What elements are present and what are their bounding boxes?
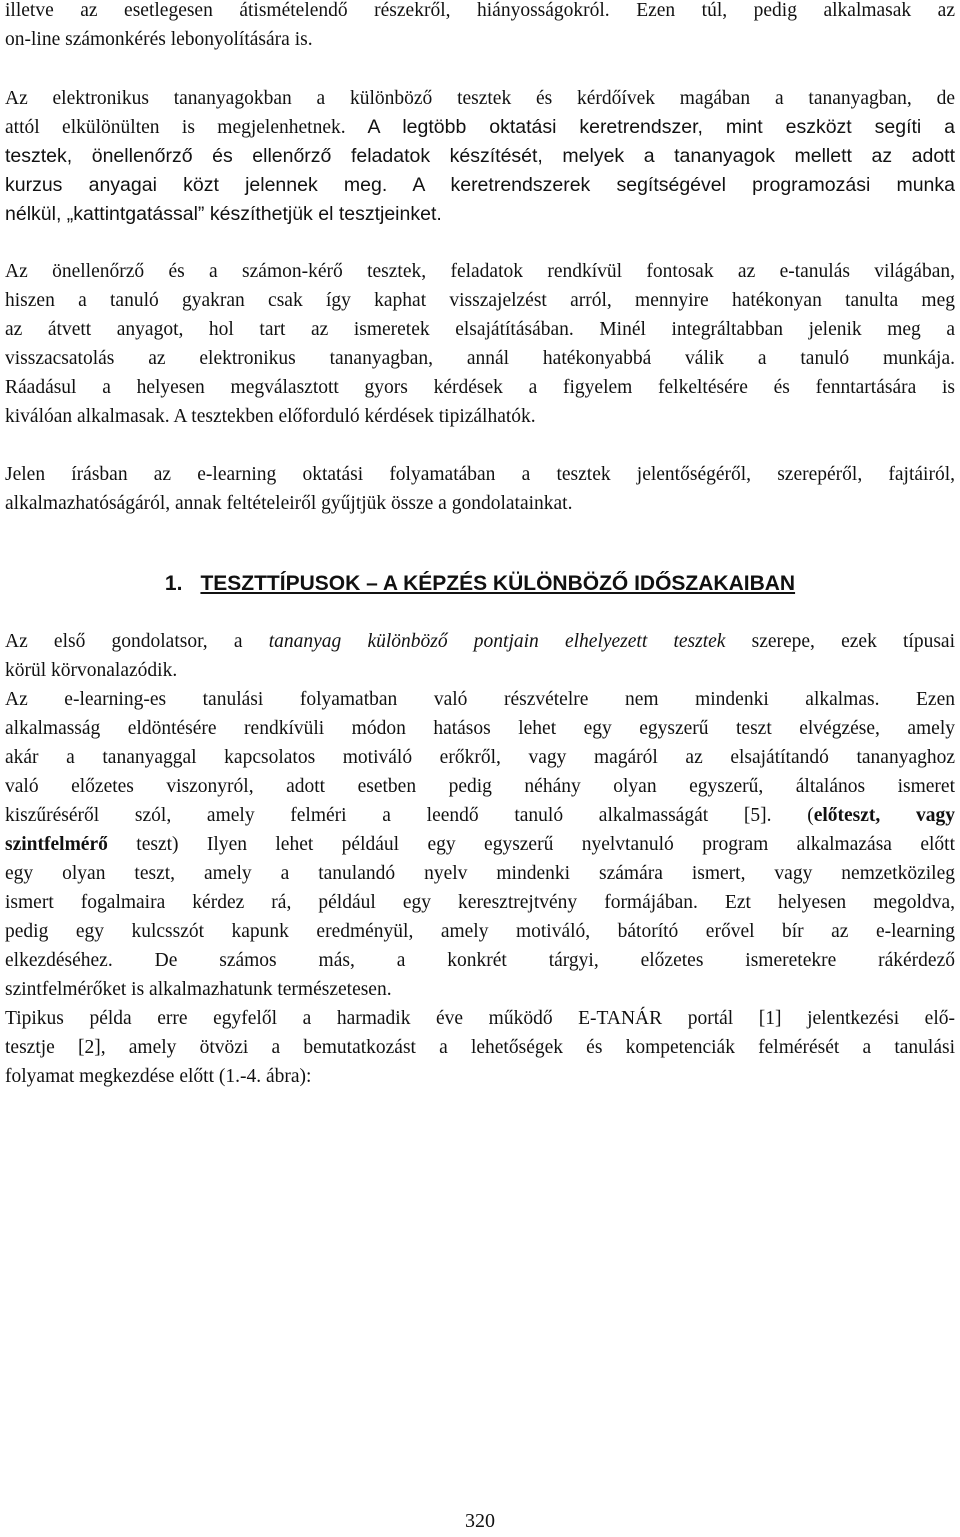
text-line: nélkül, „kattintgatással” készíthetjük el tesztjeinket. (5, 203, 442, 225)
text-line: pedig egy kulcsszót kapunk eredményül, amely motiváló, bátorító erővel bír az e-learning (5, 921, 955, 942)
text-line: ismert fogalmaira kérdez rá, például egy keresztrejtvény formájában. Ezt helyesen megoldva, (5, 892, 955, 913)
text-line: az átvett anyagot, hol tart az ismeretek elsajátításában. Minél integráltabban jelenik meg a (5, 319, 955, 340)
text-line: visszacsatolás az elektronikus tananyagban, annál hatékonyabbá válik a tanuló munkája. (5, 348, 955, 369)
paragraph-first-thought (5, 627, 955, 685)
text-line: Az önellenőrző és a számon-kérő tesztek, feladatok rendkívül fontosak az e-tanulás világában, (5, 261, 955, 282)
paragraph-example (5, 1004, 955, 1091)
text-line: elkezdéséhez. De számos más, a konkrét tárgyi, előzetes ismeretekre rákérdező (5, 950, 955, 971)
section-number: 1. (164, 572, 183, 595)
text-line: Ráadásul a helyesen megválasztott gyors kérdések a figyelem felkeltésére és fenntartására is (5, 377, 955, 398)
text-line (5, 801, 955, 830)
text-line: szintfelmérőket is alkalmazhatunk természetesen. (5, 979, 392, 1000)
paragraph-pretest (5, 685, 955, 1004)
page-number: 320 (465, 1510, 495, 1532)
text-line: on-line számonkérés lebonyolítására is. (5, 29, 313, 50)
text-span: teszt) Ilyen lehet például egy egyszerű nyelvtanuló program alkalmazása előtt (107, 834, 955, 855)
text-line (5, 830, 955, 859)
text-span: attól elkülönülten is megjelenhetnek. (5, 117, 346, 138)
text-span: szerepe, ezek típusai (751, 631, 956, 652)
text-span: Az első gondolatsor, a (5, 631, 243, 652)
text-line (5, 113, 955, 142)
text-line: Tipikus példa erre egyfelől a harmadik éve működő E-TANÁR portál [1] jelentkezési elő- (5, 1008, 955, 1029)
text-line: kiválóan alkalmasak. A tesztekben előforduló kérdések tipizálhatók. (5, 406, 536, 427)
section-heading (5, 569, 955, 599)
bold-span: szintfelmérő (5, 834, 108, 855)
text-line: Jelen írásban az e-learning oktatási folyamatában a tesztek jelentőségéről, szerepéről, fajtáiról, (5, 464, 955, 485)
text-line: alkalmasság eldöntésére rendkívüli módon hatásos lehet egy egyszerű teszt elvégzése, amely (5, 718, 955, 739)
text-line: körül körvonalazódik. (5, 660, 178, 681)
text-line: Az e-learning-es tanulási folyamatban való részvételre nem mindenki alkalmas. Ezen (5, 689, 955, 710)
bold-span: előteszt, vagy (813, 805, 955, 826)
paragraph-elearning-tests (5, 84, 955, 229)
section-title: TESZTTÍPUSOK – A KÉPZÉS KÜLÖNBÖZŐ IDŐSZAKAIBAN (200, 572, 796, 595)
paragraph-self-tests (5, 257, 955, 431)
italic-span: tananyag különböző pontjain elhelyezett tesztek (268, 631, 726, 652)
text-span: A legtöbb oktatási keretrendszer, mint eszközt segíti a (367, 116, 955, 138)
text-line: való előzetes viszonyról, adott esetben pedig néhány olyan egyszerű, általános ismeret (5, 776, 955, 797)
text-line (5, 627, 955, 656)
text-span: kiszűréséről szól, amely felméri a leendő tanuló alkalmasságát [5]. ( (5, 805, 814, 826)
text-line: akár a tananyaggal kapcsolatos motiváló erőkről, vagy magáról az elsajátítandó tananyaghoz (5, 747, 955, 768)
paragraph-intro (5, 0, 955, 54)
text-line: Az elektronikus tananyagokban a különböző tesztek és kérdőívek magában a tananyagban, de (5, 88, 955, 109)
text-line: tesztje [2], amely ötvözi a bemutatkozást a lehetőségek és kompetenciák felmérését a tanulási (5, 1037, 955, 1058)
text-line: tesztek, önellenőrző és ellenőrző feladatok készítését, melyek a tananyagok mellett az adott (5, 145, 955, 167)
paragraph-purpose (5, 460, 955, 518)
text-line: alkalmazhatóságáról, annak feltételeiről gyűjtjük össze a gondolatainkat. (5, 493, 573, 514)
text-line: egy olyan teszt, amely a tanulandó nyelv mindenki számára ismert, vagy nemzetközileg (5, 863, 955, 884)
text-line: hiszen a tanuló gyakran csak így kaphat visszajelzést arról, mennyire hatékonyan tanulta meg (5, 290, 955, 311)
text-line: illetve az esetlegesen átismételendő részekről, hiányosságokról. Ezen túl, pedig alkalmasak az (5, 0, 955, 21)
text-line: folyamat megkezdése előtt (1.-4. ábra): (5, 1066, 312, 1087)
text-line: kurzus anyagai közt jelennek meg. A keretrendszerek segítségével programozási munka (5, 174, 955, 196)
